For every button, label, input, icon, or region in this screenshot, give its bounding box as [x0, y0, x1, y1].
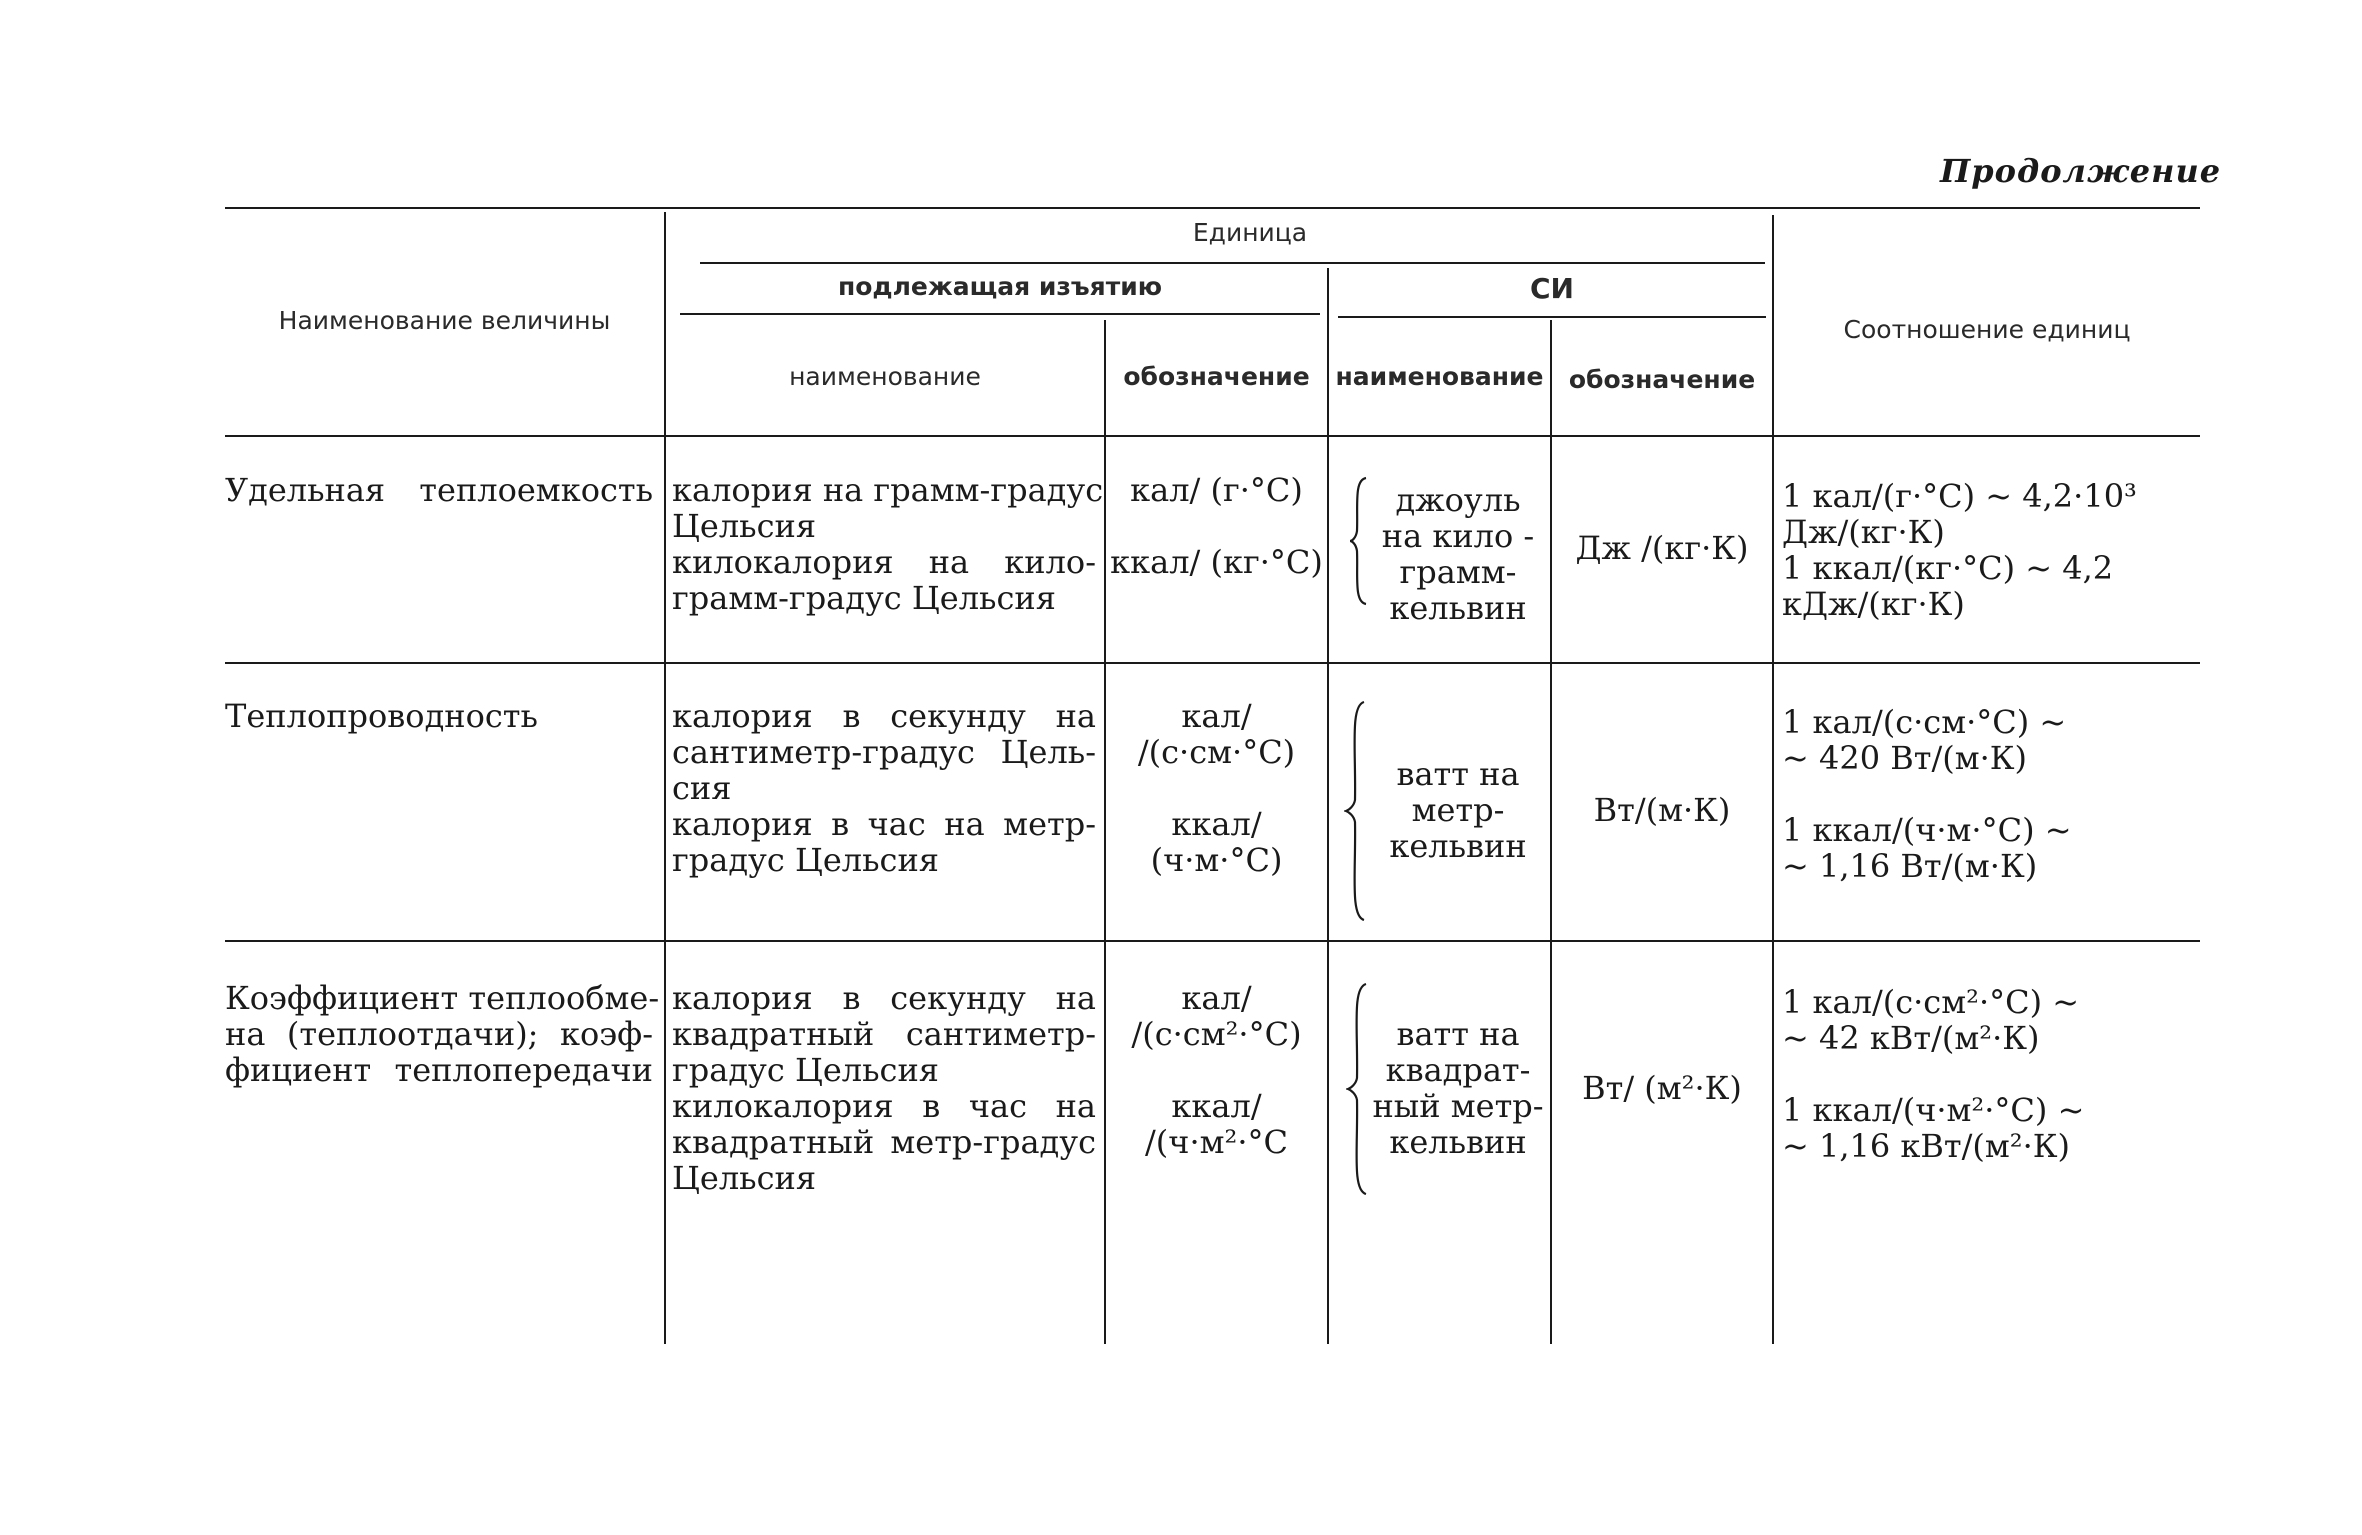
row2-old-symbol-line: ккал/ — [1171, 805, 1262, 843]
row1-old-symbols — [1106, 472, 1327, 580]
row1-relation-line: 1 ккал/(кг·°С) ~ 4,2 — [1782, 549, 2114, 587]
continuation-label: Продолжение — [1940, 152, 2222, 190]
row1-old-names — [672, 471, 1104, 617]
header-rule-si — [1338, 316, 1766, 318]
row1-quantity — [225, 472, 653, 508]
row3-quantity-line: фициент теплопередачи — [225, 1051, 653, 1089]
row2-old-name-line: сия — [672, 769, 732, 807]
row1-brace-icon — [1348, 476, 1370, 606]
header-relation: Соотношение единиц — [1843, 315, 2131, 344]
row2-old-name-line: сантиметр-градус Цель- — [672, 733, 1096, 771]
row-rule-2 — [225, 940, 2200, 942]
row3-old-symbol-line: ккал/ — [1171, 1087, 1262, 1125]
header-old-symbol: обозначение — [1123, 362, 1310, 391]
header-withdrawn: подлежащая изъятию — [837, 272, 1163, 301]
row2-old-symbol-line: кал/ — [1181, 697, 1252, 735]
col-divider-3 — [1327, 268, 1329, 1344]
row2-si-name-line: метр- — [1411, 791, 1505, 829]
row3-si-symbol: Вт/ (м²·К) — [1582, 1069, 1742, 1107]
table-top-rule — [225, 207, 2200, 209]
row1-relation-line: кДж/(кг·К) — [1782, 585, 1965, 623]
row3-relation-line: 1 ккал/(ч·м²·°С) ~ — [1782, 1091, 2085, 1129]
row1-quantity-line: Удельная теплоемкость — [225, 471, 653, 509]
row2-old-name-line: калория в секунду на — [672, 697, 1096, 735]
header-si-name: наименование — [1335, 362, 1544, 391]
row3-old-symbol-line: кал/ — [1181, 979, 1252, 1017]
row3-old-symbol-line: /(с·см²·°С) — [1131, 1015, 1302, 1053]
row3-brace-icon — [1346, 982, 1370, 1196]
row3-si-name-line: ватт на — [1396, 1015, 1520, 1053]
row1-old-name-line: грамм-градус Цельсия — [672, 579, 1056, 617]
row1-si-name — [1368, 482, 1548, 626]
row3-old-names — [672, 980, 1096, 1196]
header-si-symbol: обозначение — [1568, 365, 1756, 394]
header-rule-withdrawn — [680, 313, 1320, 315]
row3-relation-line: 1 кал/(с·см²·°С) ~ — [1782, 983, 2080, 1021]
row2-relation-line: ~ 420 Вт/(м·К) — [1782, 739, 2028, 777]
row3-si-name — [1368, 1016, 1548, 1160]
row2-brace-icon — [1344, 700, 1368, 922]
row3-old-name-line: градус Цельсия — [672, 1051, 939, 1089]
row3-quantity-line: Коэффициент теплообме- — [225, 979, 660, 1017]
row1-relation — [1782, 478, 2192, 622]
row1-old-name-line: Цельсия — [672, 507, 817, 545]
row2-quantity-line: Теплопроводность — [225, 697, 538, 735]
row2-relation-line: 1 ккал/(ч·м·°С) ~ — [1782, 811, 2072, 849]
row2-old-names — [672, 698, 1096, 878]
row3-old-name-line: калория в секунду на — [672, 979, 1096, 1017]
row3-old-name-line: квадратный сантиметр- — [672, 1015, 1096, 1053]
header-old-name: наименование — [789, 362, 981, 391]
row1-si-symbol: Дж /(кг·К) — [1575, 529, 1749, 567]
row2-si-name — [1368, 756, 1548, 864]
row3-si-name-line: ный метр- — [1372, 1087, 1544, 1125]
row3-relation-line: ~ 42 кВт/(м²·К) — [1782, 1019, 2040, 1057]
row2-relation-line: 1 кал/(с·см·°С) ~ — [1782, 703, 2067, 741]
row3-old-name-line: Цельсия — [672, 1159, 817, 1197]
row1-old-symbol-line: кал/ (г·°С) — [1130, 471, 1303, 509]
row3-quantity — [225, 979, 660, 1089]
row1-old-name-line: калория на грамм-градус — [672, 471, 1104, 509]
row3-old-symbol-line: /(ч·м²·°С — [1145, 1123, 1288, 1161]
row3-old-name-line: килокалория в час на — [672, 1087, 1096, 1125]
col-divider-4 — [1550, 320, 1552, 1344]
row3-old-symbols — [1106, 980, 1327, 1160]
row3-quantity-line: на (теплоотдачи); коэф- — [225, 1015, 653, 1053]
header-rule-unit — [700, 262, 1765, 264]
row1-si-name-line: грамм- — [1399, 553, 1517, 591]
row2-old-name-line: калория в час на метр- — [672, 805, 1096, 843]
row2-si-name-line: кельвин — [1389, 827, 1527, 865]
header-bottom-rule — [225, 435, 2200, 437]
row2-si-name-line: ватт на — [1396, 755, 1520, 793]
row3-old-name-line: квадратный метр-градус — [672, 1123, 1096, 1161]
row3-relation-line: ~ 1,16 кВт/(м²·К) — [1782, 1127, 2071, 1165]
row1-relation-line: Дж/(кг·К) — [1782, 513, 1945, 551]
header-quantity: Наименование величины — [278, 306, 611, 335]
row2-old-symbol-line: /(с·см·°С) — [1137, 733, 1296, 771]
row-rule-1 — [225, 662, 2200, 664]
row1-old-symbol-line: ккал/ (кг·°С) — [1110, 543, 1323, 581]
row3-relation — [1782, 984, 2192, 1164]
row2-old-symbol-line: (ч·м·°С) — [1150, 841, 1283, 879]
row1-si-name-line: на кило - — [1381, 517, 1535, 555]
row2-relation-line: ~ 1,16 Вт/(м·К) — [1782, 847, 2038, 885]
row1-si-name-line: джоуль — [1395, 481, 1521, 519]
row1-relation-line: 1 кал/(г·°С) ~ 4,2·10³ — [1782, 477, 2137, 515]
row2-si-symbol: Вт/(м·К) — [1593, 791, 1731, 829]
header-unit: Единица — [1192, 218, 1308, 247]
row2-relation — [1782, 704, 2192, 884]
row3-si-name-line: кельвин — [1389, 1123, 1527, 1161]
col-divider-5 — [1772, 215, 1774, 1344]
row3-si-name-line: квадрат- — [1385, 1051, 1531, 1089]
row2-old-name-line: градус Цельсия — [672, 841, 939, 879]
row2-old-symbols — [1106, 698, 1327, 878]
row1-si-name-line: кельвин — [1389, 589, 1527, 627]
header-si: СИ — [1530, 272, 1574, 305]
row2-quantity — [225, 698, 653, 734]
row1-old-name-line: килокалория на кило- — [672, 543, 1096, 581]
